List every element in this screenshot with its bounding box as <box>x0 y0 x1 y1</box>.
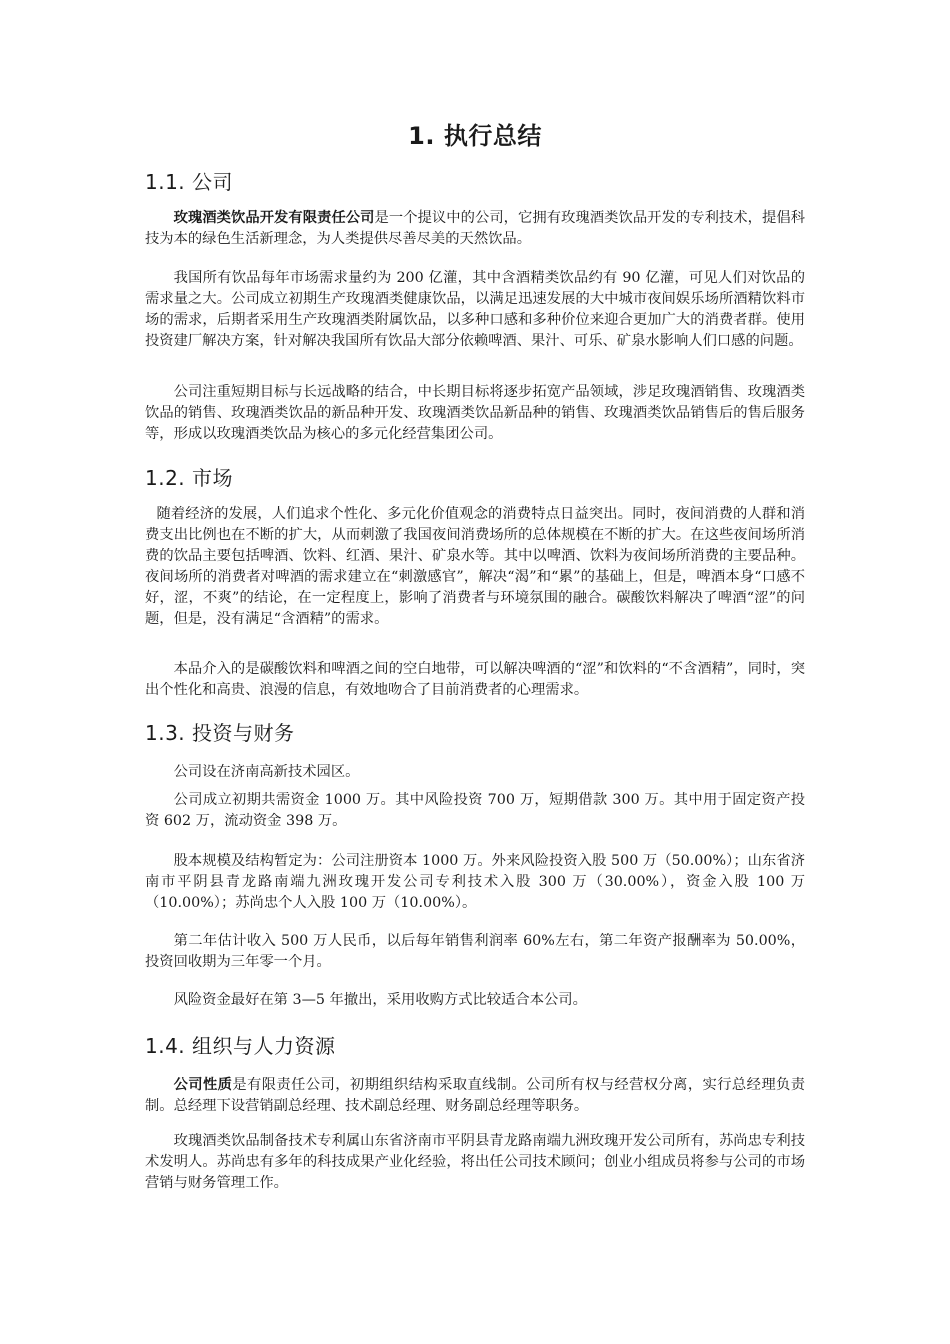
paragraph-company-intro <box>145 208 805 250</box>
section-heading-company: 1.1. 公司 <box>145 170 234 194</box>
paragraph-location: 公司设在济南高新技术园区。 <box>173 764 360 780</box>
company-nature-lead: 公司性质 <box>173 1077 233 1093</box>
paragraph-company-nature <box>145 1075 805 1117</box>
paragraph-revenue: 第二年估计收入 500 万人民币，以后每年销售利润率 60%左右，第二年资产报酬率为 50.00%，投资回收期为三年零一个月。 <box>145 933 805 970</box>
company-name-lead: 玫瑰酒类饮品开发有限责任公司 <box>173 210 375 226</box>
paragraph-text: 是一个提议中的公司，它拥有玫瑰酒类饮品开发的专利技术，提倡科技为本的绿色生活新理念，为人类提供尽善尽美的天然饮品。 <box>145 210 805 247</box>
paragraph-equity: 股本规模及结构暂定为：公司注册资本 1000 万。外来风险投资入股 500 万（50.00%）；山东省济南市平阴县青龙路南端九洲玫瑰开发公司专利技术入股 300 万（30.00%），资金入股 100 万（10.00%）；苏尚忠个人入股 100 万（10.00%）。 <box>145 853 805 911</box>
paragraph-product-position: 本品介入的是碳酸饮料和啤酒之间的空白地带，可以解决啤酒的“涩”和饮料的“不含酒精”，同时，突出个性化和高贵、浪漫的信息，有效地吻合了目前消费者的心理需求。 <box>145 661 805 698</box>
paragraph-exit: 风险资金最好在第 3—5 年撤出，采用收购方式比较适合本公司。 <box>173 992 587 1008</box>
section-heading-organization: 1.4. 组织与人力资源 <box>145 1034 336 1058</box>
paragraph-market-trend: 随着经济的发展，人们追求个性化、多元化价值观念的消费特点日益突出。同时，夜间消费的人群和消费支出比例也在不断的扩大，从而刺激了我国夜间消费场所的总体规模在不断的扩大。在这些夜间场所消费的饮品主要包括啤酒、饮料、红酒、果汁、矿泉水等。其中以啤酒、饮料为夜间场所消费的主要品种。夜间场所的消费者对啤酒的需求建立在“刺激感官”，解决“渴”和“累”的基础上，但是，啤酒本身“口感不好，涩，不爽”的结论，在一定程度上，影响了消费者与环境氛围的融合。碳酸饮料解决了啤酒“涩”的问题，但是，没有满足“含酒精”的需求。 <box>145 506 805 627</box>
paragraph-patent: 玫瑰酒类饮品制备技术专利属山东省济南市平阴县青龙路南端九洲玫瑰开发公司所有，苏尚忠专利技术发明人。苏尚忠有多年的科技成果产业化经验，将出任公司技术顾问；创业小组成员将参与公司的市场营销与财务管理工作。 <box>145 1133 805 1191</box>
section-heading-finance: 1.3. 投资与财务 <box>145 721 295 745</box>
paragraph-capital: 公司成立初期共需资金 1000 万。其中风险投资 700 万，短期借款 300 万。其中用于固定资产投资 602 万，流动资金 398 万。 <box>145 792 805 829</box>
page-title: 1. 执行总结 <box>408 122 542 150</box>
paragraph-market-demand: 我国所有饮品每年市场需求量约为 200 亿灌，其中含酒精类饮品约有 90 亿灌，可见人们对饮品的需求量之大。公司成立初期生产玫瑰酒类健康饮品，以满足迅速发展的大中城市夜间娱乐场所酒精饮料市场的需求，后期者采用生产玫瑰酒类附属饮品，以多种口感和多种价位来迎合更加广大的消费者群。使用投资建厂解决方案，针对解决我国所有饮品大部分依赖啤酒、果汁、可乐、矿泉水影响人们口感的问题。 <box>145 270 805 349</box>
paragraph-strategy: 公司注重短期目标与长远战略的结合，中长期目标将逐步拓宽产品领域，涉足玫瑰酒销售、玫瑰酒类饮品的销售、玫瑰酒类饮品的新品种开发、玫瑰酒类饮品新品种的销售、玫瑰酒类饮品销售后的售后服务等，形成以玫瑰酒类饮品为核心的多元化经营集团公司。 <box>145 384 805 442</box>
section-heading-market: 1.2. 市场 <box>145 466 234 490</box>
paragraph-text: 是有限责任公司，初期组织结构采取直线制。公司所有权与经营权分离，实行总经理负责制。总经理下设营销副总经理、技术副总经理、财务副总经理等职务。 <box>145 1077 806 1114</box>
